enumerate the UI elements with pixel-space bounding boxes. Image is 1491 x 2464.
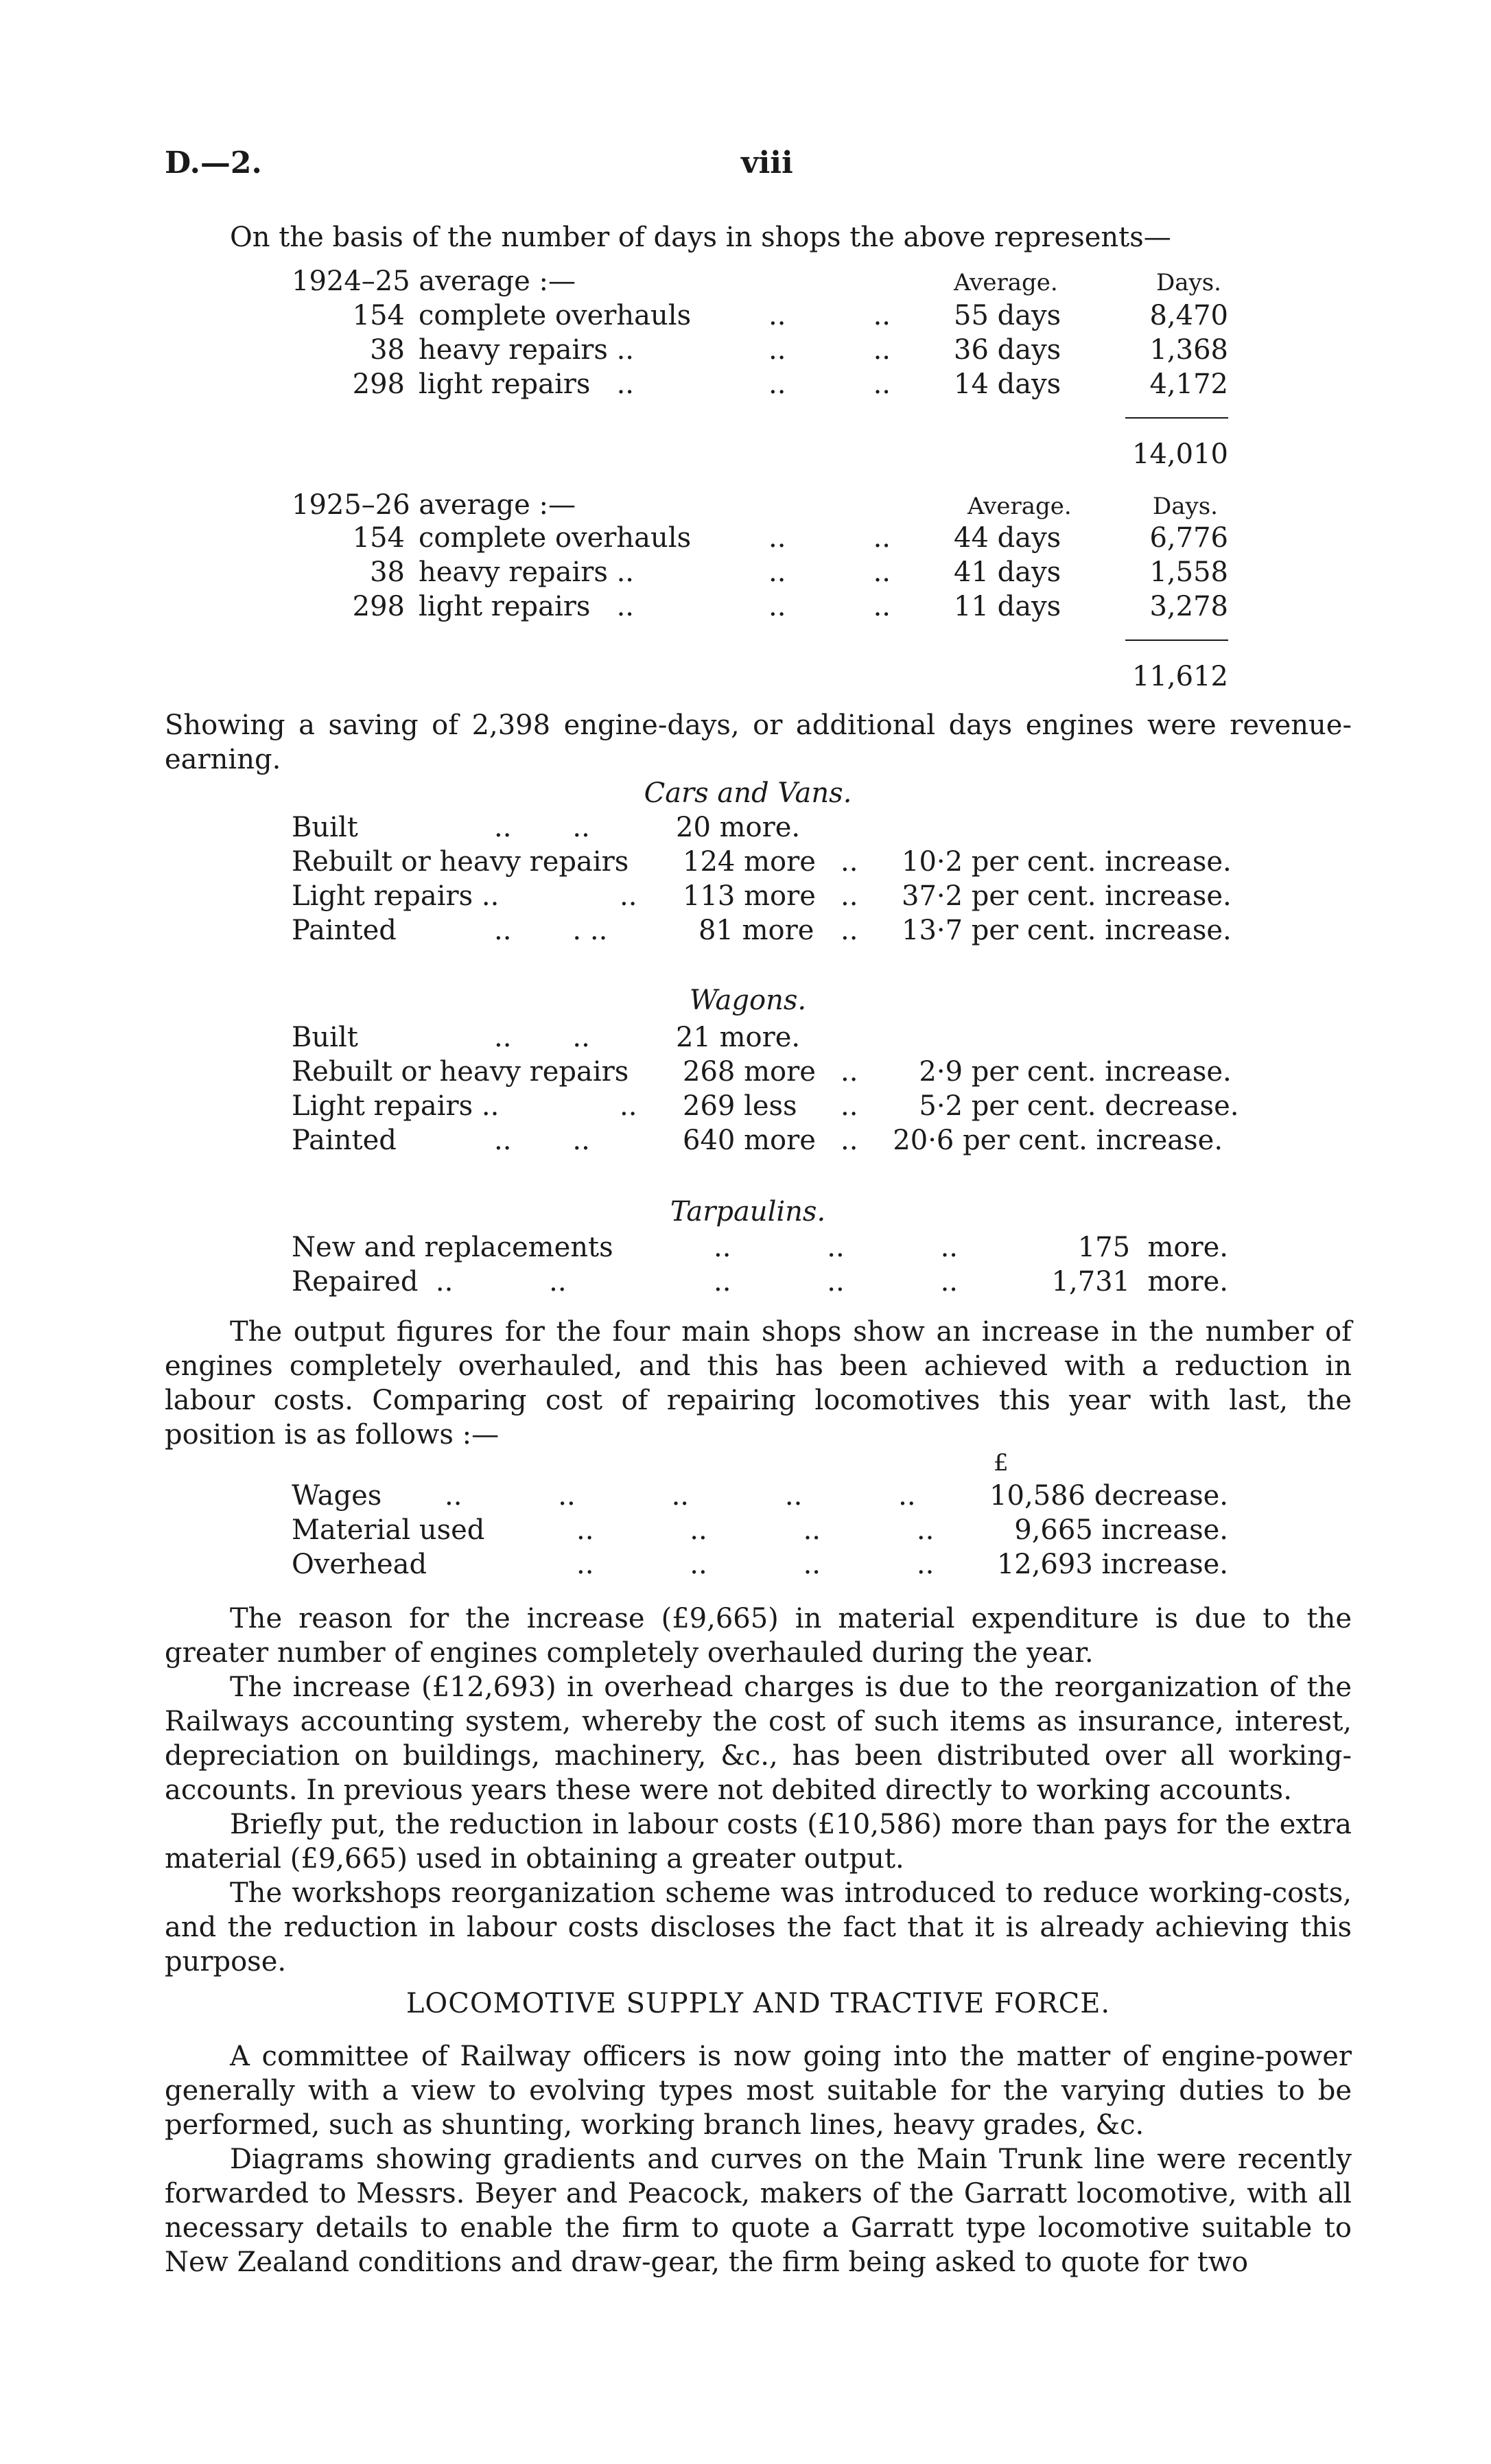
- total-days: 14,010: [1132, 438, 1228, 470]
- section-heading: LOCOMOTIVE SUPPLY AND TRACTIVE FORCE.: [406, 1988, 1111, 2019]
- row-label: heavy repairs ..: [419, 334, 635, 366]
- row-value: 20 more.: [676, 812, 801, 843]
- row-value: 640 more: [683, 1125, 816, 1156]
- row-count: 38: [370, 556, 405, 588]
- row-average: 14 days: [954, 368, 1061, 400]
- row-value: 1,731 more.: [1051, 1266, 1228, 1298]
- column-header-average: Average.: [954, 269, 1058, 296]
- page-reference: D.—2.: [165, 145, 262, 180]
- total-days: 11,612: [1132, 661, 1228, 692]
- row-leaders: .. ..: [768, 300, 891, 331]
- row-days: 3,278: [1149, 591, 1228, 622]
- row-count: 298: [352, 591, 405, 622]
- row-value: 124 more: [683, 846, 816, 878]
- row-average: 55 days: [954, 300, 1061, 331]
- row-value: 113 more: [683, 880, 816, 912]
- intro-line: On the basis of the number of days in shops the above represents—: [230, 222, 1171, 253]
- total-rule: [1125, 640, 1228, 641]
- row-count: 154: [352, 300, 405, 331]
- row-percent: .. 2·9 per cent. increase.: [841, 1056, 1232, 1088]
- row-percent: .. 10·2 per cent. increase.: [841, 846, 1232, 878]
- row-count: 298: [352, 368, 405, 400]
- row-percent: .. 5·2 per cent. decrease.: [841, 1090, 1239, 1122]
- row-count: 154: [352, 522, 405, 554]
- row-label: New and replacements: [292, 1232, 613, 1263]
- output-paragraph: The output figures for the four main shops show an increase in the number of engines completely overhauled, and this has been achieved with a reduction in labour costs. Comparing cost of repairing locomotives this year with last, the position is as follows :—: [165, 1316, 1352, 1451]
- diagrams-paragraph: Diagrams showing gradients and curves on the Main Trunk line were recently forwarded to Messrs. Beyer and Peacock, makers of the Garratt locomotive, with all necessary details to enable the firm to quote a Garratt type locomotive suitable to New Zealand conditions and draw-gear, the firm being asked to quote for two: [165, 2144, 1352, 2278]
- row-days: 6,776: [1149, 522, 1228, 554]
- row-days: 1,558: [1149, 556, 1228, 588]
- briefly-paragraph: Briefly put, the reduction in labour costs (£10,586) more than pays for the extra material (£9,665) used in obtaining a greater output.: [165, 1809, 1352, 1875]
- period-label: 1925–26 average :—: [292, 489, 576, 521]
- row-label: Painted: [292, 915, 397, 946]
- row-value: 9,665 increase.: [1014, 1514, 1228, 1546]
- row-leaders: .. ..: [768, 591, 891, 622]
- page-number: viii: [741, 145, 793, 180]
- row-value: 81 more: [698, 915, 814, 946]
- row-leaders: .. ..: [494, 812, 590, 843]
- workshops-paragraph: The workshops reorganization scheme was introduced to reduce working-costs, and the reduction in labour costs discloses the fact that it is already achieving this purpose.: [165, 1877, 1352, 1978]
- row-label: Built: [292, 1022, 358, 1053]
- row-value: 269 less: [683, 1090, 797, 1122]
- row-leaders: .. .. ..: [714, 1266, 959, 1298]
- row-leaders: .. .. ..: [714, 1232, 959, 1263]
- row-percent: .. 13·7 per cent. increase.: [841, 915, 1232, 946]
- row-label: Wages: [292, 1480, 382, 1512]
- row-average: 11 days: [954, 591, 1061, 622]
- row-leaders: .. ..: [768, 334, 891, 366]
- column-header-days: Days.: [1156, 269, 1221, 296]
- row-label: Material used: [292, 1514, 485, 1546]
- row-average: 36 days: [954, 334, 1061, 366]
- section-title: Wagons.: [689, 985, 807, 1016]
- row-label: Built: [292, 812, 358, 843]
- row-average: 41 days: [954, 556, 1061, 588]
- currency-header: £: [994, 1449, 1009, 1477]
- row-average: 44 days: [954, 522, 1061, 554]
- row-label: Light repairs ..: [292, 880, 500, 912]
- row-days: 4,172: [1149, 368, 1228, 400]
- total-rule: [1125, 417, 1228, 419]
- row-leaders: .. .. .. ..: [576, 1549, 935, 1580]
- row-leaders: ..: [620, 880, 637, 912]
- row-value: 12,693 increase.: [996, 1549, 1228, 1580]
- row-label: complete overhauls: [419, 300, 692, 331]
- row-label: complete overhauls: [419, 522, 692, 554]
- row-value: 10,586 decrease.: [989, 1480, 1228, 1512]
- row-leaders: .. ..: [768, 556, 891, 588]
- row-leaders: .. . ..: [494, 915, 608, 946]
- row-label: Light repairs ..: [292, 1090, 500, 1122]
- row-label: heavy repairs ..: [419, 556, 635, 588]
- section-title: Tarpaulins.: [670, 1196, 826, 1228]
- section-title: Cars and Vans.: [644, 777, 852, 809]
- row-percent: .. 20·6 per cent. increase.: [841, 1125, 1223, 1156]
- row-leaders: .. .. .. .. ..: [445, 1480, 916, 1512]
- row-leaders: .. ..: [768, 522, 891, 554]
- material-paragraph: The reason for the increase (£9,665) in material expenditure is due to the greater number of engines completely overhauled during the year.: [165, 1603, 1352, 1669]
- row-value: 21 more.: [676, 1022, 801, 1053]
- column-header-days: Days.: [1153, 493, 1218, 520]
- row-leaders: .. ..: [494, 1022, 590, 1053]
- row-leaders: .. ..: [768, 368, 891, 400]
- row-days: 1,368: [1149, 334, 1228, 366]
- overhead-paragraph: The increase (£12,693) in overhead charges is due to the reorganization of the Railways accounting system, whereby the cost of such items as insurance, interest, depreciation on buildings, machinery, &c., has been distributed over all working-accounts. In previous years these were not debited directly to working accounts.: [165, 1671, 1352, 1806]
- period-label: 1924–25 average :—: [292, 266, 576, 297]
- row-label: Rebuilt or heavy repairs: [292, 846, 629, 878]
- row-value: 175 more.: [1077, 1232, 1228, 1263]
- committee-paragraph: A committee of Railway officers is now going into the matter of engine-power generally with a view to evolving types most suitable for the varying duties to be performed, such as shunting, working branch lines, heavy grades, &c.: [165, 2041, 1352, 2141]
- row-label: light repairs ..: [419, 591, 635, 622]
- row-label: Rebuilt or heavy repairs: [292, 1056, 629, 1088]
- row-count: 38: [370, 334, 405, 366]
- row-label: Repaired .. ..: [292, 1266, 567, 1298]
- row-label: Painted: [292, 1125, 397, 1156]
- row-value: 268 more: [683, 1056, 816, 1088]
- column-header-average: Average.: [967, 493, 1072, 520]
- row-label: Overhead: [292, 1549, 427, 1580]
- row-leaders: .. .. .. ..: [576, 1514, 935, 1546]
- row-leaders: .. ..: [494, 1125, 590, 1156]
- row-days: 8,470: [1149, 300, 1228, 331]
- saving-paragraph: Showing a saving of 2,398 engine-days, or additional days engines were revenue-earning.: [165, 709, 1352, 775]
- row-leaders: ..: [620, 1090, 637, 1122]
- row-percent: .. 37·2 per cent. increase.: [841, 880, 1232, 912]
- row-label: light repairs ..: [419, 368, 635, 400]
